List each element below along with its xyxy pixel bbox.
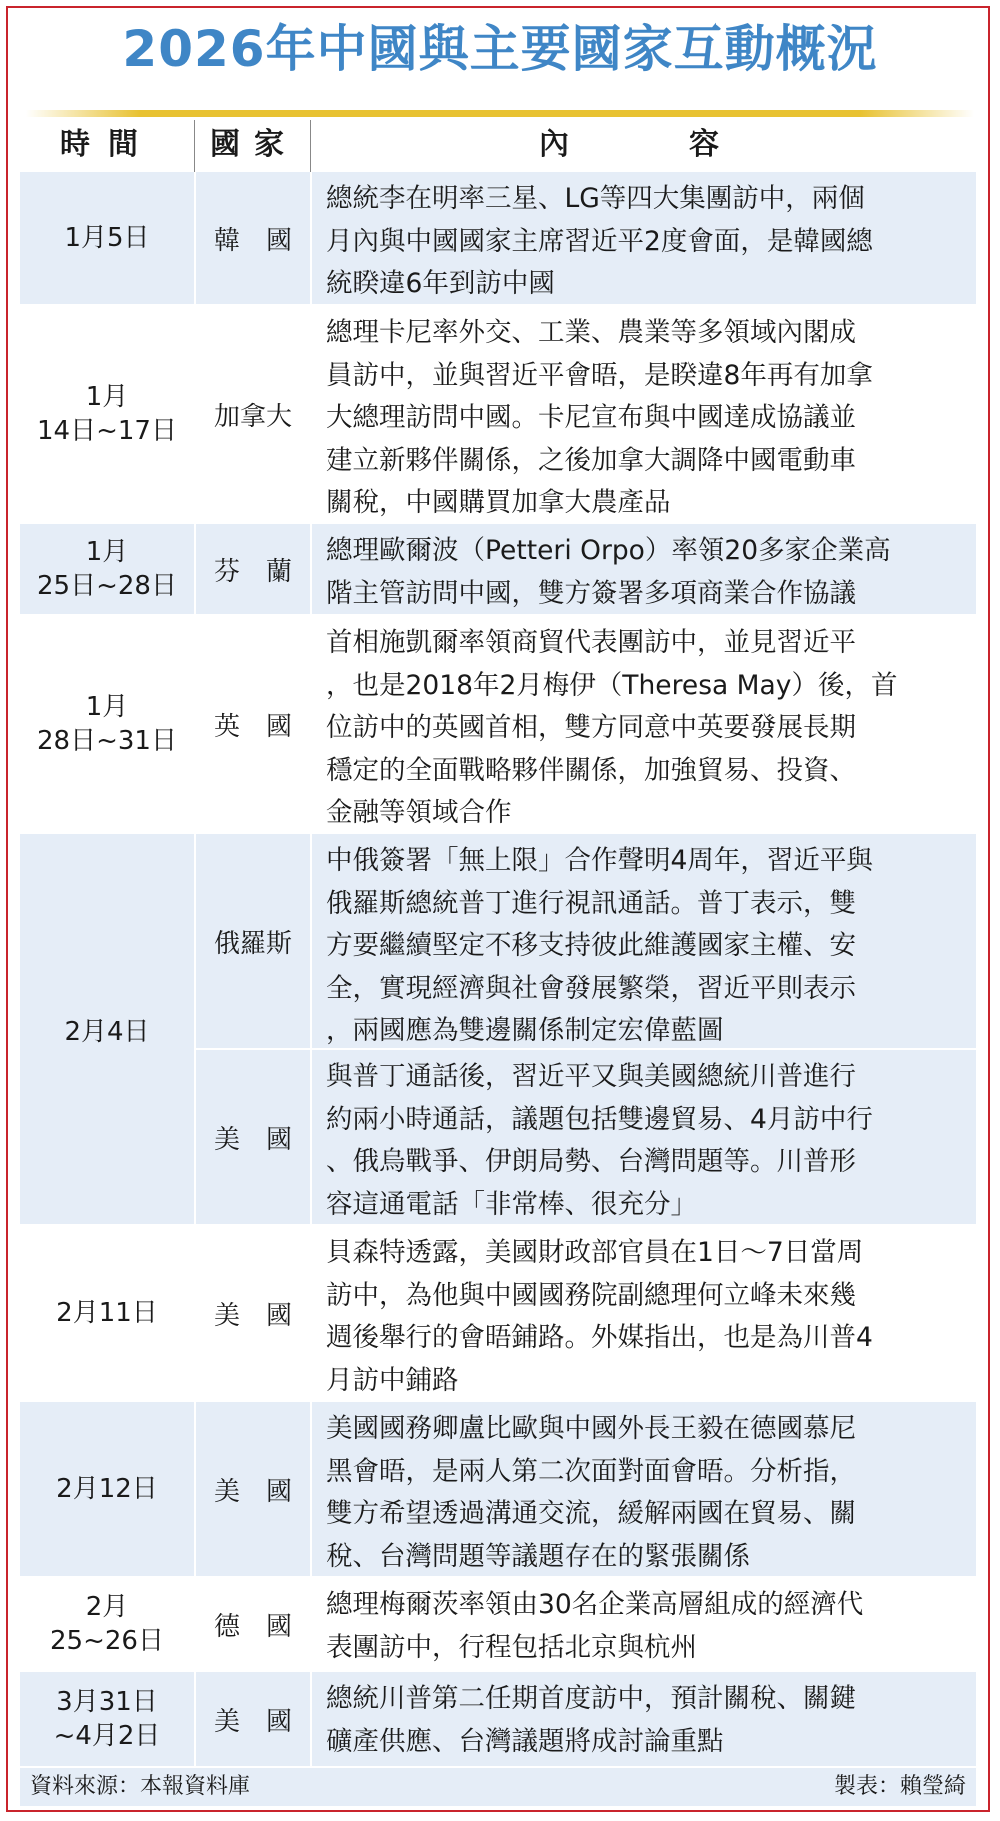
table-row [20, 834, 976, 1048]
row-time: 1月5日 [20, 172, 194, 304]
header-time: 時間 [60, 127, 156, 162]
table-row [20, 172, 976, 304]
row-time: 3月31日 ~4月2日 [20, 1672, 194, 1766]
maker-credit: 製表：賴瑩綺 [833, 1774, 966, 1799]
row-content: 總理卡尼率外交、工業、農業等多領域內閣成 員訪中，並與習近平會晤，是睽違8年再有加拿 大總理訪問中國。卡尼宣布與中國達成協議並 建立新夥伴關係，之後加拿大調降中國電動車 關稅，中國購買加拿大農產品 [326, 317, 873, 519]
row-content: 總統川普第二任期首度訪中，預計關稅、關鍵 礦產供應、台灣議題將成討論重點 [312, 1672, 976, 1766]
row-country: 美 國 [196, 1050, 310, 1224]
header-content: 內容 [539, 127, 839, 162]
row-content: 總統李在明率三星、LG等四大集團訪中，兩個 月內與中國國家主席習近平2度會面，是韓國總 統睽違6年到訪中國 [312, 172, 976, 304]
row-country: 芬 蘭 [196, 524, 310, 614]
row-time: 2月12日 [20, 1402, 194, 1576]
row-country: 美 國 [196, 1402, 310, 1576]
table-row [20, 1672, 976, 1766]
row-content: 貝森特透露，美國財政部官員在1日～7日當周 訪中，為他與中國國務院副總理何立峰未來幾 週後舉行的會晤鋪路。外媒指出，也是為川普4 月訪中鋪路 [326, 1237, 873, 1396]
footer [20, 1768, 976, 1806]
table-row [20, 616, 976, 832]
source-note: 資料來源：本報資料庫 [30, 1774, 251, 1799]
row-country: 加拿大 [213, 401, 292, 432]
row-country: 俄羅斯 [196, 834, 310, 1048]
row-content: 首相施凱爾率領商貿代表團訪中，並見習近平 ，也是2018年2月梅伊（Theresa May）後，首 位訪中的英國首相，雙方同意中英要發展長期 穩定的全面戰略夥伴關係，加強貿易、投資、 金融等領域合作 [326, 627, 898, 829]
table-row [20, 1050, 976, 1224]
table-row [20, 1226, 976, 1400]
table-row [20, 1402, 976, 1576]
row-country: 德 國 [213, 1611, 292, 1642]
row-time: 2月 25~26日 [50, 1592, 164, 1656]
row-time: 1月 14日~17日 [37, 382, 177, 446]
table-row [20, 524, 976, 614]
row-content: 總理梅爾茨率領由30名企業高層組成的經濟代 表團訪中，行程包括北京與杭州 [326, 1589, 864, 1663]
header-country: 國家 [210, 127, 298, 162]
page-title: 2026年中國與主要國家互動概況 [122, 20, 878, 78]
row-content: 總理歐爾波（Petteri Orpo）率領20多家企業高 階主管訪問中國，雙方簽署多項商業合作協議 [312, 524, 976, 614]
row-content: 與普丁通話後，習近平又與美國總統川普進行 約兩小時通話，議題包括雙邊貿易、4月訪中行 、俄烏戰爭、伊朗局勢、台灣問題等。川普形 容這通電話「非常棒、很充分」 [312, 1050, 976, 1224]
table-row [20, 306, 976, 522]
row-content: 美國國務卿盧比歐與中國外長王毅在德國慕尼 黑會晤，是兩人第二次面對面會晤。分析指， 雙方希望透過溝通交流，緩解兩國在貿易、關 稅、台灣問題等議題存在的緊張關係 [312, 1402, 976, 1576]
table-row [20, 1578, 976, 1670]
row-country: 美 國 [213, 1300, 292, 1331]
row-content: 中俄簽署「無上限」合作聲明4周年，習近平與 俄羅斯總統普丁進行視訊通話。普丁表示，雙 方要繼續堅定不移支持彼此維護國家主權、安 全，實現經濟與社會發展繁榮，習近平則表示 ，兩國應為雙邊關係制定宏偉藍圖 [312, 834, 976, 1048]
row-time: 2月11日 [56, 1298, 158, 1328]
row-time: 1月 28日~31日 [37, 692, 177, 756]
header-divider [310, 120, 311, 172]
row-country: 美 國 [196, 1672, 310, 1766]
row-time-merged: 2月4日 [20, 834, 194, 1224]
header-divider [194, 120, 195, 172]
title-underline [26, 110, 974, 117]
row-time: 1月 25日~28日 [20, 524, 194, 614]
row-country: 韓 國 [196, 172, 310, 304]
row-country: 英 國 [213, 711, 292, 742]
